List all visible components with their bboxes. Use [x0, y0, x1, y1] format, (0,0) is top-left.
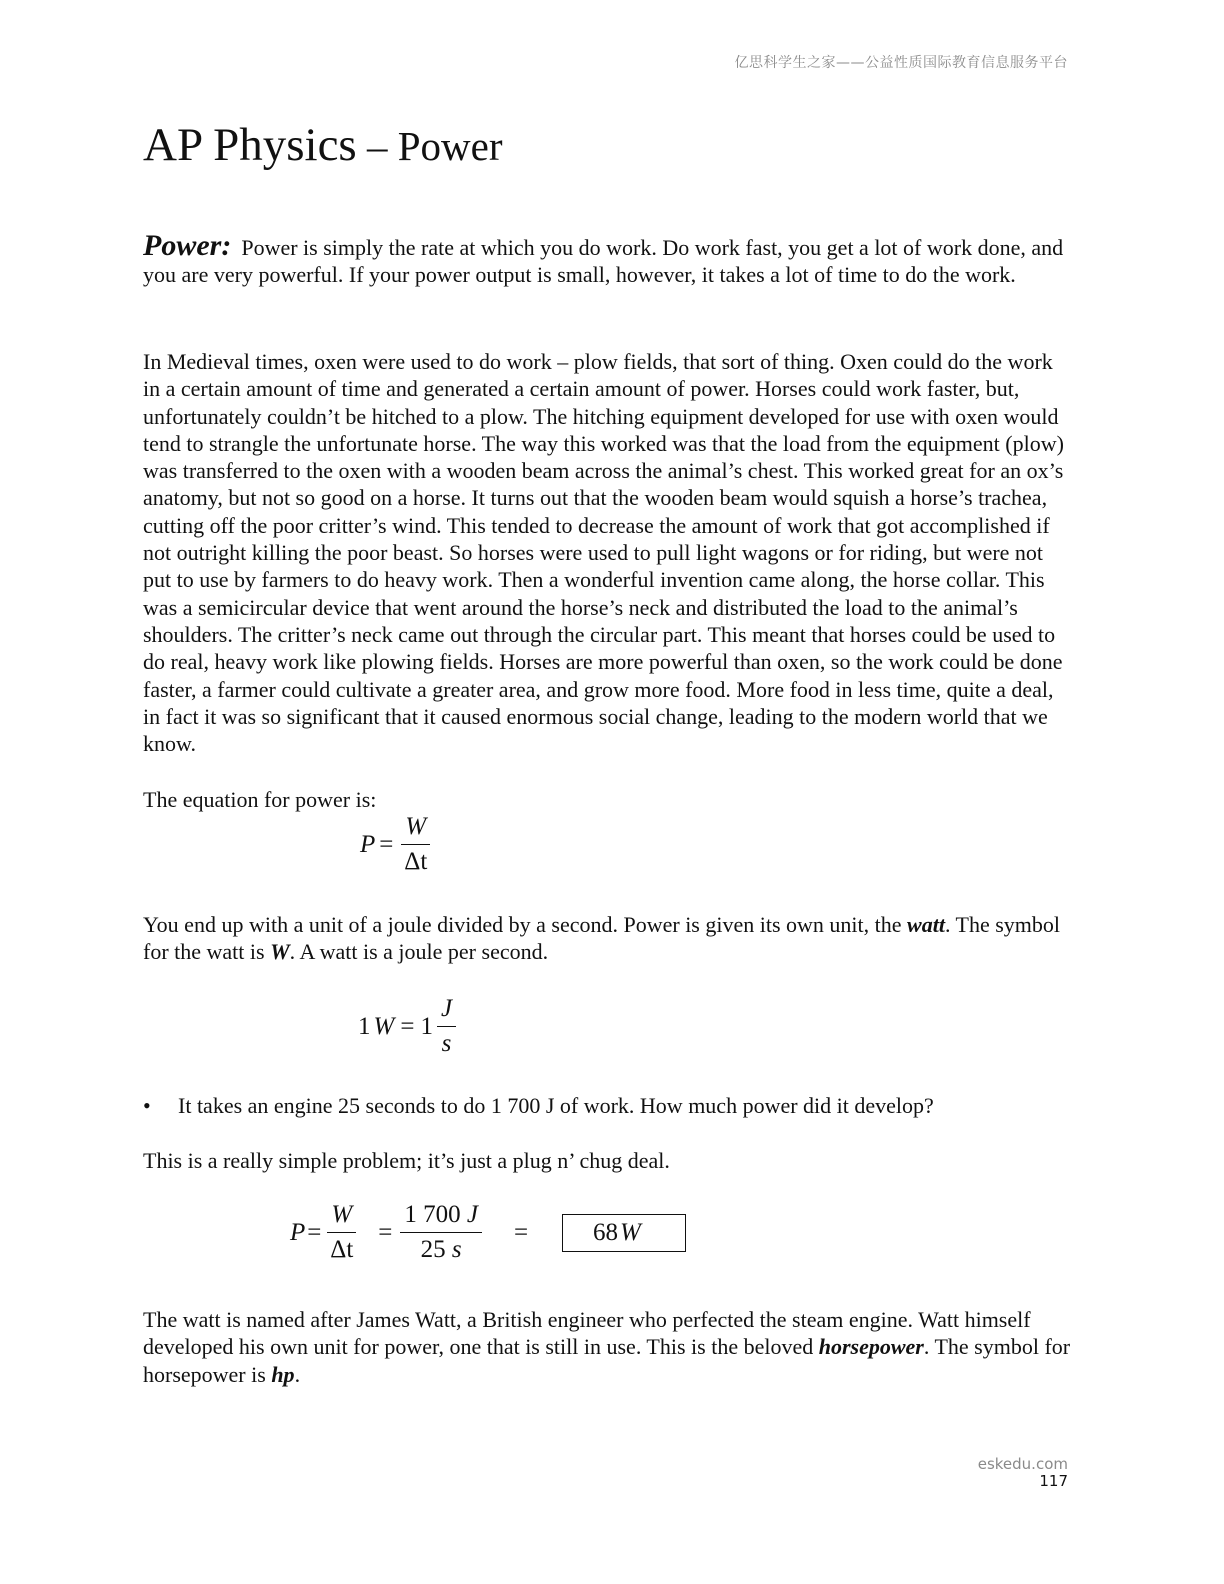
power-equation [360, 814, 434, 875]
intro-text: Power is simply the rate at which you do work. Do work fast, you get a lot of work done, and you are very powerful. If your power output is small, however, it takes a lot of time to do the work. [143, 235, 1064, 288]
sol-equals-1: = [307, 1218, 322, 1246]
eq-numerator: W [401, 814, 430, 845]
closing-text-1: The watt is named after James Watt, a British engineer who perfected the steam engine. Watt himself developed his own unit for power, one that is still in use. This is the beloved [143, 1307, 1031, 1360]
sol-equals-2: = [378, 1218, 393, 1246]
footer-site: eskedu.com [977, 1455, 1068, 1473]
sol-num-2-unit: J [466, 1201, 478, 1228]
eq-watt-lhs-num: 1 [358, 1012, 371, 1040]
page-number: 117 [1039, 1472, 1068, 1490]
eq-den-text: Δt [404, 848, 428, 875]
watt-term: watt [907, 912, 945, 937]
intro-paragraph [143, 229, 1073, 289]
hp-symbol: hp [271, 1361, 295, 1387]
sol-den-2-unit: s [451, 1236, 462, 1263]
problem-bullet-item [143, 1093, 934, 1119]
bullet-icon: • [143, 1093, 151, 1118]
site-banner: 亿思科学生之家——公益性质国际教育信息服务平台 [734, 55, 1068, 71]
eq-lhs: P [360, 830, 376, 858]
answer-unit: W [620, 1218, 641, 1246]
history-paragraph: In Medieval times, oxen were used to do work – plow fields, that sort of thing. Oxen could do the work in a certain amount of time and generated a certain amount of power. Horses could work faster, but, unfortunately couldn’t be hitched to a plow. The hitching equipment developed for use with oxen would tend to strangle the unfortunate horse. The way this worked was that the load from the equipment (plow) was transferred to the oxen with a wooden beam across the animal’s chest. This worked great for an ox’s anatomy, but not so good on a horse. It turns out that the wooden beam would squish a horse’s trachea, cutting off the poor critter’s wind. This tended to decrease the amount of work that got accomplished if not outright killing the poor beast. So horses were used to pull light wagons or for riding, but were not put to use by farmers to do heavy work. Then a wonderful invention came along, the horse collar. This was a semicircular device that went around the horse’s neck and distributed the load to the animal’s shoulders. The critter’s neck came out through the circular part. This meant that horses could be used to do real, heavy work like plowing fields. Horses are more powerful than oxen, so the work could be done faster, a farmer could cultivate a greater area, and grow more food. More food in less time, quite a deal, in fact it was so significant that it caused enormous social change, leading to the modern world that we know. [143, 349, 1064, 757]
title-main: AP Physics [143, 119, 357, 171]
sol-den-2-val: 25 [420, 1236, 446, 1263]
title-sub: Power [397, 123, 503, 169]
unit-text-2: . The symbol for the watt is [143, 912, 1061, 965]
unit-paragraph [143, 911, 1073, 966]
problem-text: It takes an engine 25 seconds to do 1 700 J of work. How much power did it develop? [178, 1093, 934, 1118]
eq-watt-denominator: s [441, 1030, 452, 1057]
sol-num-2-val: 1 700 [404, 1201, 461, 1228]
sol-den-1: Δt [330, 1236, 354, 1263]
eq-watt-lhs-unit: W [373, 1012, 395, 1040]
unit-text-1: You end up with a unit of a joule divided by a second. Power is given its own unit, the [143, 912, 908, 937]
unit-text-3: . A watt is a joule per second. [289, 939, 549, 965]
horsepower-term: horsepower [818, 1334, 924, 1360]
sol-num-1: W [327, 1202, 356, 1233]
power-lead-term: Power: [143, 229, 232, 262]
sol-lhs: P [290, 1218, 306, 1246]
sol-fraction-1 [327, 1202, 356, 1263]
watt-symbol: W [270, 939, 290, 965]
closing-text-3: . [294, 1361, 301, 1387]
watt-equation [358, 996, 460, 1057]
eq-watt-equals: = [400, 1012, 415, 1040]
answer-box [562, 1214, 686, 1252]
eq-watt-fraction [437, 996, 456, 1057]
closing-paragraph [143, 1306, 1073, 1388]
solution-equation [290, 1202, 686, 1263]
eq-watt-numerator: J [437, 996, 456, 1027]
solution-intro: This is a really simple problem; it’s just a plug n’ chug deal. [143, 1148, 670, 1173]
sol-equals-3: = [513, 1218, 529, 1246]
answer-value: 68 [593, 1218, 619, 1246]
eq-denominator [404, 845, 427, 875]
title-dash: – [356, 123, 398, 169]
eq-equals: = [379, 830, 394, 858]
closing-text-2: . The symbol for horsepower is [143, 1334, 1071, 1387]
sol-fraction-2 [400, 1202, 482, 1263]
eq-watt-rhs-num: 1 [420, 1012, 433, 1040]
page-title [143, 118, 503, 172]
eq-fraction [401, 814, 430, 875]
equation-intro: The equation for power is: [143, 787, 377, 812]
